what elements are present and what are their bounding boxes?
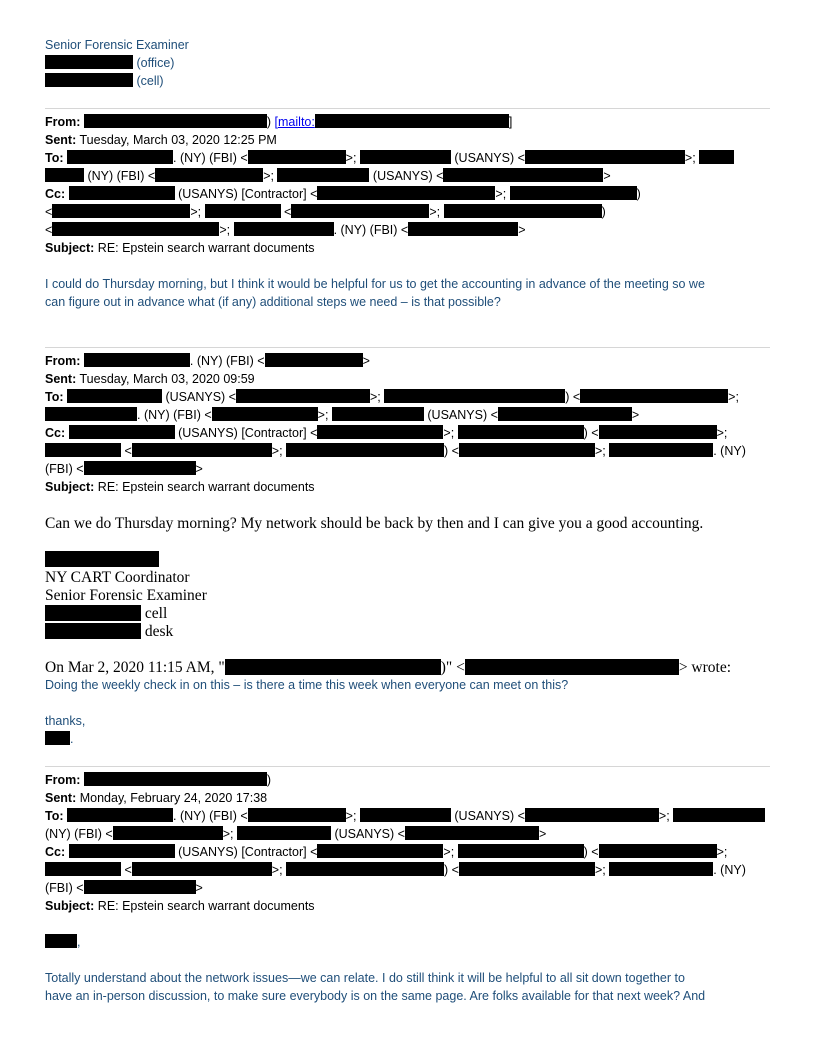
email2-signature-name — [45, 551, 159, 569]
redaction-block — [225, 659, 441, 675]
email3-subject-line: Subject: RE: Epstein search warrant documents — [45, 899, 315, 913]
email1-body-line-1: I could do Thursday morning, but I think it would be helpful for us to get the accounting in advance of the meeting so we — [45, 277, 705, 291]
redaction-block — [45, 551, 159, 567]
redaction-block — [525, 150, 685, 164]
redaction-block — [248, 808, 346, 822]
redaction-block — [45, 73, 133, 87]
redaction-block — [458, 425, 584, 439]
signature-title: Senior Forensic Examiner — [45, 38, 189, 52]
redaction-block — [699, 150, 734, 164]
redaction-block — [132, 862, 272, 876]
mailto-link[interactable]: [mailto: — [274, 115, 315, 129]
email2-to-line-1: To: (USANYS) < >; ) < >; — [45, 390, 739, 404]
redaction-block — [405, 826, 539, 840]
redaction-block — [234, 222, 334, 236]
redaction-block — [317, 844, 443, 858]
signature-cell-line: (cell) — [45, 73, 164, 89]
email1-to-line-1: To: . (NY) (FBI) < >; (USANYS) < >; — [45, 150, 734, 166]
redaction-block — [580, 389, 728, 403]
email3-cc-line-2: < >; ) < >; . (NY) — [45, 862, 746, 878]
redaction-block — [360, 150, 451, 164]
email3-cc-line-3: (FBI) < > — [45, 881, 203, 895]
email1-cc-line-3: < >; . (NY) (FBI) < > — [45, 223, 526, 237]
redaction-block — [277, 168, 369, 182]
email2-body: Can we do Thursday morning? My network should be back by then and I can give you a good accounting. — [45, 515, 704, 532]
redaction-block — [132, 443, 272, 457]
redaction-block — [69, 844, 175, 858]
email3-to-line-1: To: . (NY) (FBI) < >; (USANYS) < >; — [45, 808, 765, 824]
email2-cc-line-2: < >; ) < >; . (NY) — [45, 443, 746, 459]
redaction-block — [248, 150, 346, 164]
redaction-block — [84, 880, 196, 894]
email3-cc-line-1: Cc: (USANYS) [Contractor] < >; ) < >; — [45, 845, 728, 859]
redaction-block — [465, 659, 679, 675]
redaction-block — [45, 623, 141, 639]
quote-attribution: On Mar 2, 2020 11:15 AM, " )" < > wrote: — [45, 659, 732, 676]
email3-from-line: From: ) — [45, 773, 272, 787]
email1-to-line-2: (NY) (FBI) < >; (USANYS) < > — [45, 168, 611, 184]
redaction-block — [317, 186, 495, 200]
redaction-block — [444, 204, 602, 218]
quoted-signoff: . — [45, 731, 73, 747]
redaction-block — [265, 353, 363, 367]
redaction-block — [52, 204, 190, 218]
redaction-block — [525, 808, 659, 822]
divider — [45, 108, 770, 109]
redaction-block — [408, 222, 518, 236]
redaction-block — [443, 168, 603, 182]
redaction-block — [315, 114, 509, 128]
redaction-block — [155, 168, 263, 182]
email2-signature-role: NY CART Coordinator — [45, 569, 190, 586]
quoted-thanks: thanks, — [45, 714, 86, 728]
redaction-block — [52, 222, 219, 236]
redaction-block — [69, 186, 175, 200]
redaction-block — [84, 461, 196, 475]
email3-body-line-2: have an in-person discussion, to make sure everybody is on the same page. Are folks available for that next week? And — [45, 989, 706, 1003]
redaction-block — [45, 605, 141, 621]
redaction-block — [384, 389, 565, 403]
redaction-block — [458, 844, 584, 858]
email1-body-line-2: can figure out in advance what (if any) additional steps we need – is that possible? — [45, 295, 501, 309]
email2-to-line-2: . (NY) (FBI) < >; (USANYS) < > — [45, 407, 639, 423]
email2-sent-line: Sent: Tuesday, March 03, 2020 09:59 — [45, 372, 255, 386]
redaction-block — [69, 425, 175, 439]
redaction-block — [317, 425, 443, 439]
redaction-block — [45, 55, 133, 69]
email2-cc-line-1: Cc: (USANYS) [Contractor] < >; ) < >; — [45, 426, 728, 440]
redaction-block — [45, 731, 70, 745]
redaction-block — [205, 204, 281, 218]
redaction-block — [510, 186, 637, 200]
redaction-block — [237, 826, 331, 840]
email3-to-line-2: (NY) (FBI) < >; (USANYS) < > — [45, 827, 547, 841]
redaction-block — [113, 826, 223, 840]
divider — [45, 347, 770, 348]
redaction-block — [84, 772, 267, 786]
redaction-block — [67, 150, 173, 164]
email1-subject-line: Subject: RE: Epstein search warrant documents — [45, 241, 315, 255]
divider — [45, 766, 770, 767]
quoted-body: Doing the weekly check in on this – is there a time this week when everyone can meet on this? — [45, 678, 569, 692]
redaction-block — [286, 443, 444, 457]
email2-subject-line: Subject: RE: Epstein search warrant documents — [45, 480, 315, 494]
redaction-block — [291, 204, 429, 218]
redaction-block — [45, 407, 137, 421]
redaction-block — [67, 389, 162, 403]
email3-salutation: , — [45, 934, 80, 950]
redaction-block — [599, 844, 717, 858]
email1-cc-line-1: Cc: (USANYS) [Contractor] < >; ) — [45, 187, 641, 201]
redaction-block — [84, 353, 190, 367]
redaction-block — [236, 389, 370, 403]
signature-office-line: (office) — [45, 55, 174, 71]
redaction-block — [212, 407, 318, 421]
redaction-block — [459, 862, 595, 876]
redaction-block — [84, 114, 267, 128]
redaction-block — [360, 808, 451, 822]
email3-body-line-1: Totally understand about the network issues—we can relate. I do still think it will be helpful to all sit down together to — [45, 971, 685, 985]
email2-signature-cell: cell — [45, 605, 167, 623]
email2-signature-desk: desk — [45, 623, 173, 641]
redaction-block — [498, 407, 632, 421]
email1-from-line: From: ) [mailto: ] — [45, 115, 513, 129]
email3-sent-line: Sent: Monday, February 24, 2020 17:38 — [45, 791, 268, 805]
email1-sent-line: Sent: Tuesday, March 03, 2020 12:25 PM — [45, 133, 277, 147]
redaction-block — [67, 808, 173, 822]
email2-from-line: From: . (NY) (FBI) < > — [45, 354, 370, 368]
redaction-block — [332, 407, 424, 421]
email2-signature-title: Senior Forensic Examiner — [45, 587, 207, 604]
redaction-block — [45, 443, 121, 457]
redaction-block — [45, 168, 84, 182]
email1-cc-line-2: < >; < >; ) — [45, 205, 606, 219]
redaction-block — [599, 425, 717, 439]
email2-cc-line-3: (FBI) < > — [45, 462, 203, 476]
redaction-block — [609, 862, 713, 876]
redaction-block — [286, 862, 444, 876]
redaction-block — [45, 934, 77, 948]
redaction-block — [45, 862, 121, 876]
redaction-block — [673, 808, 765, 822]
redaction-block — [459, 443, 595, 457]
redaction-block — [609, 443, 713, 457]
